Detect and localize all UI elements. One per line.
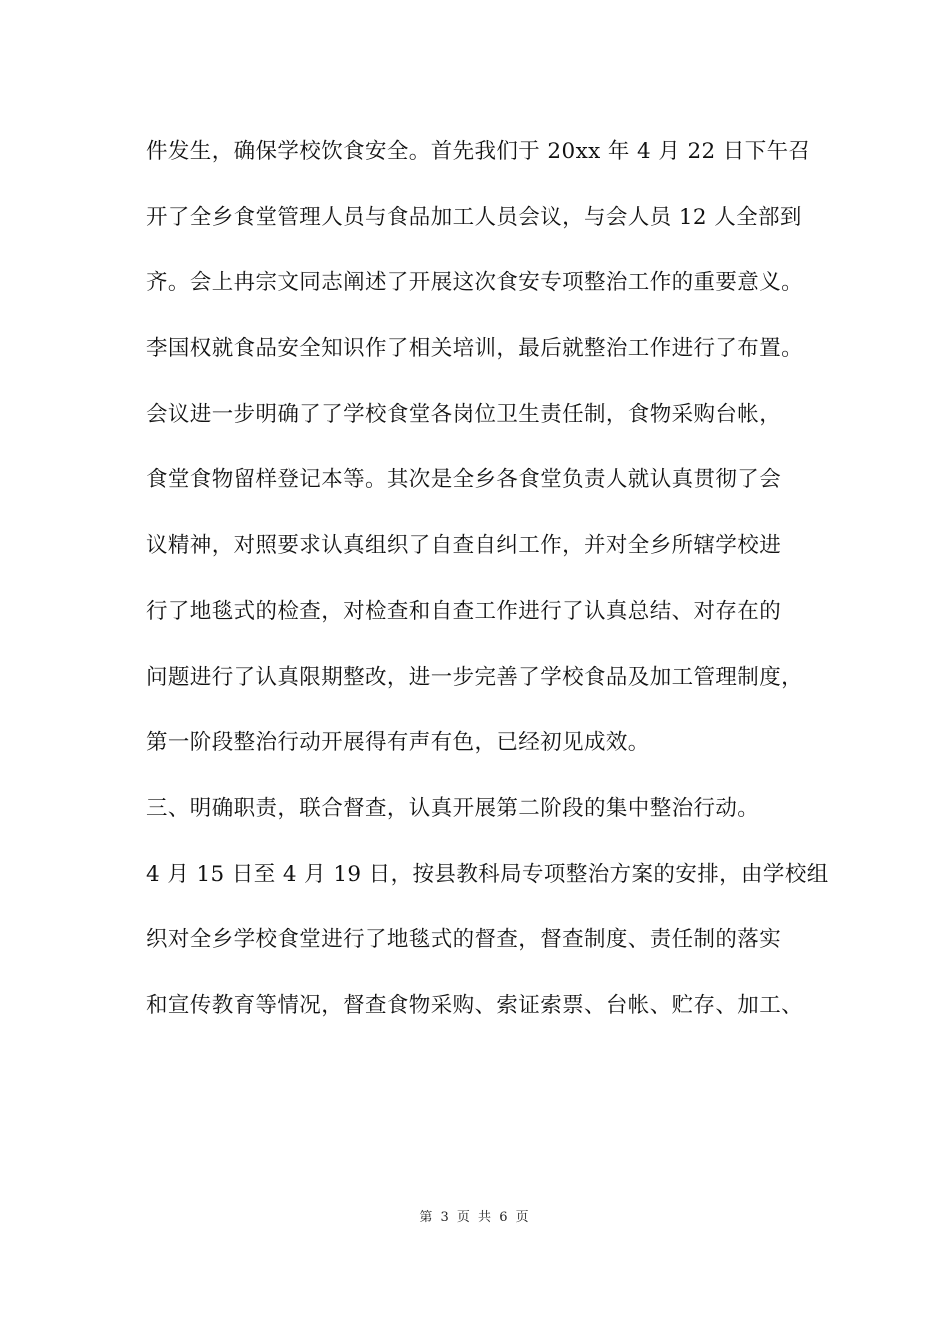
text-line-8: 行了地毯式的检查，对检查和自查工作进行了认真总结、对存在的 — [146, 598, 782, 624]
page-footer: 第 3 页 共 6 页 — [419, 1210, 531, 1225]
text-line-12: 4 月 15 日至 4 月 19 日，按县教科局专项整治方案的安排，由学校组 — [146, 861, 829, 887]
text-line-10: 第一阶段整治行动开展得有声有色，已经初见成效。 — [146, 730, 650, 756]
section-heading: 三、明确职责，联合督查，认真开展第二阶段的集中整治行动。 — [146, 795, 760, 821]
text-line-6: 食堂食物留样登记本等。其次是全乡各食堂负责人就认真贯彻了会 — [146, 467, 782, 493]
body-text — [146, 132, 836, 1052]
text-line-13: 织对全乡学校食堂进行了地毯式的督查，督查制度、责任制的落实 — [146, 927, 782, 953]
text-line-1: 件发生，确保学校饮食安全。首先我们于 20xx 年 4 月 22 日下午召 — [146, 139, 811, 164]
text-line-3: 齐。会上冉宗文同志阐述了开展这次食安专项整治工作的重要意义。 — [146, 270, 804, 296]
text-line-2: 开了全乡食堂管理人员与食品加工人员会议，与会人员 12 人全部到 — [146, 204, 802, 230]
text-line-14: 和宣传教育等情况，督查食物采购、索证索票、台帐、贮存、加工、 — [146, 992, 804, 1018]
text-line-4: 李国权就食品安全知识作了相关培训，最后就整治工作进行了布置。 — [146, 336, 804, 362]
text-line-5: 会议进一步明确了了学校食堂各岗位卫生责任制，食物采购台帐， — [146, 401, 782, 427]
text-line-9: 问题进行了认真限期整改，进一步完善了学校食品及加工管理制度， — [146, 664, 804, 690]
text-line-7: 议精神，对照要求认真组织了自查自纠工作，并对全乡所辖学校进 — [146, 533, 782, 559]
